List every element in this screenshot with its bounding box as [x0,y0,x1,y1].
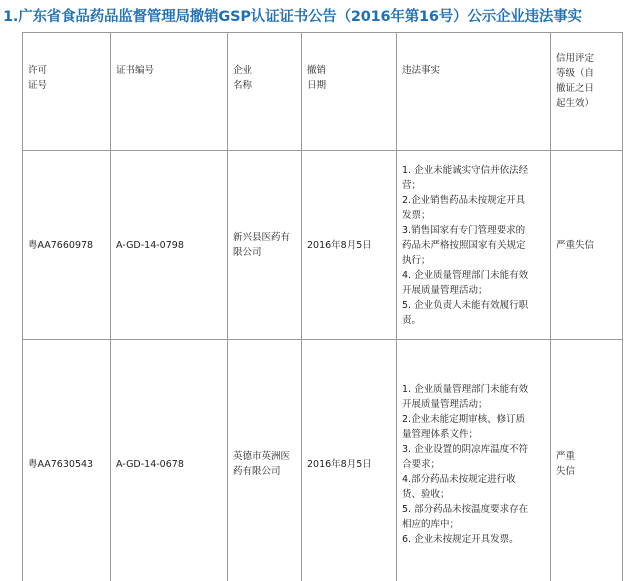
header-credit-rating: 信用评定 等级（自 撤证之日 起生效） [551,33,623,151]
revoke-date-cell: 2016年8月5日 [302,151,397,340]
violation-item: 4. 企业质量管理部门未能有效 开展质量管理活动； [402,269,529,296]
violations-cell [397,151,551,340]
table-header-row [23,33,623,151]
license-no-cell: 粤AA7630543 [23,340,111,581]
table-row [23,151,623,340]
header-violations: 违法事实 [397,33,551,151]
page-title: 1.广东省食品药品监督管理局撤销GSP认证证书公告（2016年第16号）公示企业违法事实 [3,9,582,25]
violation-item: 6. 企业未按规定开具发票。 [402,533,519,545]
cert-no-cell: A-GD-14-0798 [111,151,228,340]
header-license-no: 许可 证号 [23,33,111,151]
company-cell: 新兴县医药有 限公司 [228,151,302,340]
violation-item: 3.销售国家有专门管理要求的 药品未严格按照国家有关规定 执行； [402,224,526,266]
violation-item: 1. 企业质量管理部门未能有效 开展质量管理活动； [402,383,529,410]
credit-rating-cell: 严重 失信 [551,340,623,581]
violation-table [22,32,623,581]
header-cert-no: 证书编号 [111,33,228,151]
violation-item: 5. 部分药品未按温度要求存在 相应的库中； [402,503,529,530]
violation-item: 4.部分药品未按规定进行收 货、验收； [402,473,516,500]
header-company: 企业 名称 [228,33,302,151]
cert-no-cell: A-GD-14-0678 [111,340,228,581]
table-row [23,340,623,581]
revoke-date-cell: 2016年8月5日 [302,340,397,581]
violation-item: 3. 企业设置的阴凉库温度不符 合要求； [402,443,529,470]
license-no-cell: 粤AA7660978 [23,151,111,340]
violations-cell [397,340,551,581]
violation-item: 2.企业销售药品未按规定开具 发票； [402,194,526,221]
violation-item: 2.企业未能定期审核、修订质 量管理体系文件； [402,413,526,440]
violation-item: 5. 企业负责人未能有效履行职 责。 [402,299,529,326]
violation-item: 1. 企业未能诚实守信并依法经 营； [402,164,529,191]
header-revoke-date: 撤销 日期 [302,33,397,151]
credit-rating-cell: 严重失信 [551,151,623,340]
company-cell: 英德市英洲医 药有限公司 [228,340,302,581]
